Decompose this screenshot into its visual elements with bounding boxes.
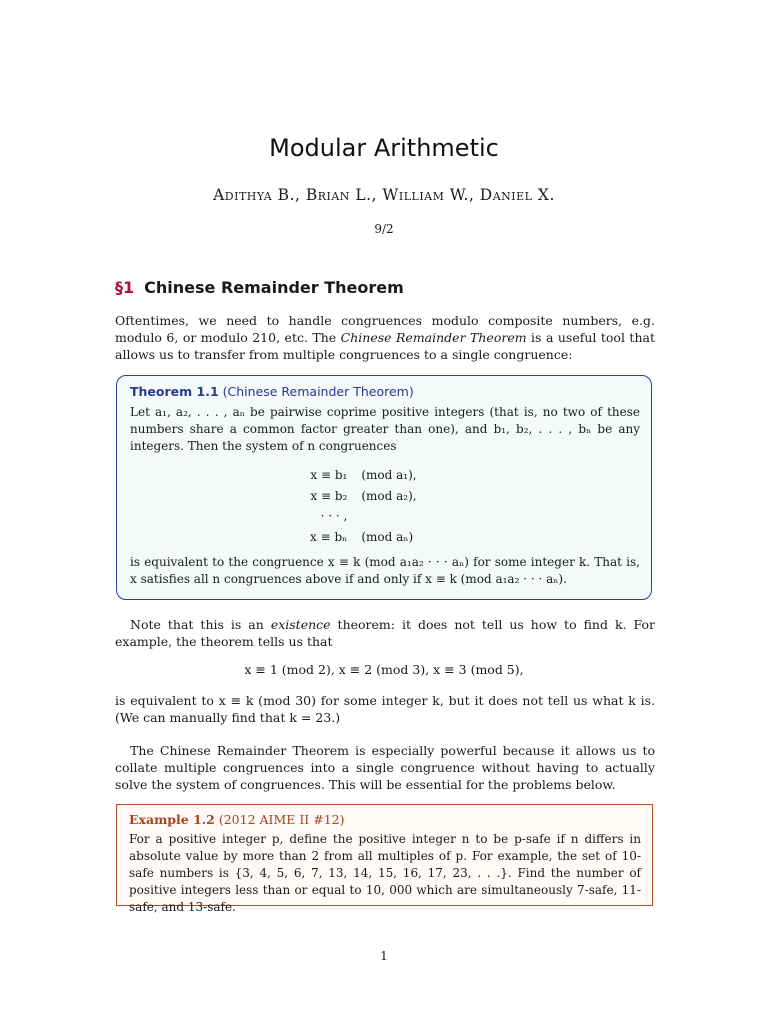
congruence-lhs: x ≡ bₙ: [310, 529, 348, 544]
example-text: For a positive integer p, define the positive integer n to be p-safe if n differs in absolute value by more than 2 from all multiples of p. For example, the set of 10-safe numbers is {3, 4, 5, 6, 7, 13, 14, 15, 16, 17, 23, . . .}. Find the number of positive integers less than or equal to 10, 000 which are simultaneously 7-safe, 11-safe, and 13-safe.: [129, 832, 641, 914]
congruence-rhs: (mod a₁),: [361, 468, 417, 482]
section-heading: [115, 278, 404, 297]
theorem-statement-1: Let a₁, a₂, . . . , aₙ be pairwise coprime positive integers (that is, no two of these numbers share a common factor greater than one), and b₁, b₂, . . . , bₙ be any integers. Then the system of n congruences: [130, 405, 640, 453]
document-date: 9/2: [374, 222, 394, 236]
example-congruence-equation: x ≡ 1 (mod 2), x ≡ 2 (mod 3), x ≡ 3 (mod 5),: [244, 662, 524, 677]
example-heading: [129, 812, 344, 827]
note-follow-up-paragraph: [115, 692, 655, 726]
power-text: The Chinese Remainder Theorem is especially powerful because it allows us to collate multiple congruences into a single congruence without having to actually solve the system of congruences. This will be essential for the problems below.: [115, 743, 655, 792]
intro-text-before: Oftentimes, we need to handle congruences modulo composite numbers, e.g. modulo 6, or modulo 210, etc. The: [115, 313, 655, 345]
example-source: (2012 AIME II #12): [218, 812, 345, 827]
document-title: Modular Arithmetic: [269, 134, 499, 162]
congruence-row: [310, 506, 417, 527]
theorem-name: (Chinese Remainder Theorem): [222, 384, 414, 399]
example-label: Example 1.2: [129, 812, 215, 827]
note-follow-up: is equivalent to x ≡ k (mod 30) for some integer k, but it does not tell us what k is. (We can manually find that k = 23.): [115, 693, 655, 725]
congruence-row: [310, 486, 417, 507]
theorem-heading: [130, 384, 414, 399]
author-list: Adithya B., Brian L., William W., Daniel X.: [213, 186, 555, 204]
intro-paragraph: [115, 312, 655, 363]
intro-text-after: is a useful tool that allows us to transfer from multiple congruences to a single congruence:: [115, 330, 655, 362]
note-text-before: Note that this is an: [130, 617, 271, 632]
congruence-row: [310, 465, 417, 486]
power-paragraph: [115, 742, 655, 793]
section-title: Chinese Remainder Theorem: [144, 278, 404, 297]
congruence-lhs: · · · ,: [320, 509, 348, 523]
theorem-statement-2: is equivalent to the congruence x ≡ k (mod a₁a₂ · · · aₙ) for some integer k. That is, x satisfies all n congruences above if and only if x ≡ k (mod a₁a₂ · · · aₙ).: [130, 555, 640, 586]
theorem-label: Theorem 1.1: [130, 384, 219, 399]
congruence-rhs: (mod a₂),: [361, 488, 417, 503]
congruence-rhs: [361, 506, 416, 527]
intro-emphasis: Chinese Remainder Theorem: [340, 330, 527, 345]
congruence-system: [310, 465, 417, 547]
example-box: [116, 804, 653, 914]
congruence-rhs: (mod aₙ): [361, 529, 414, 544]
existence-note-paragraph: [115, 616, 655, 650]
page-number: 1: [380, 949, 388, 963]
congruence-row: [310, 527, 417, 548]
congruence-lhs: x ≡ b₂: [310, 488, 348, 503]
congruence-lhs: x ≡ b₁: [310, 468, 348, 482]
note-text-after: theorem: it does not tell us how to find k. For example, the theorem tells us that: [115, 617, 655, 649]
section-number: §1: [115, 278, 135, 297]
note-emphasis: existence: [270, 617, 331, 632]
